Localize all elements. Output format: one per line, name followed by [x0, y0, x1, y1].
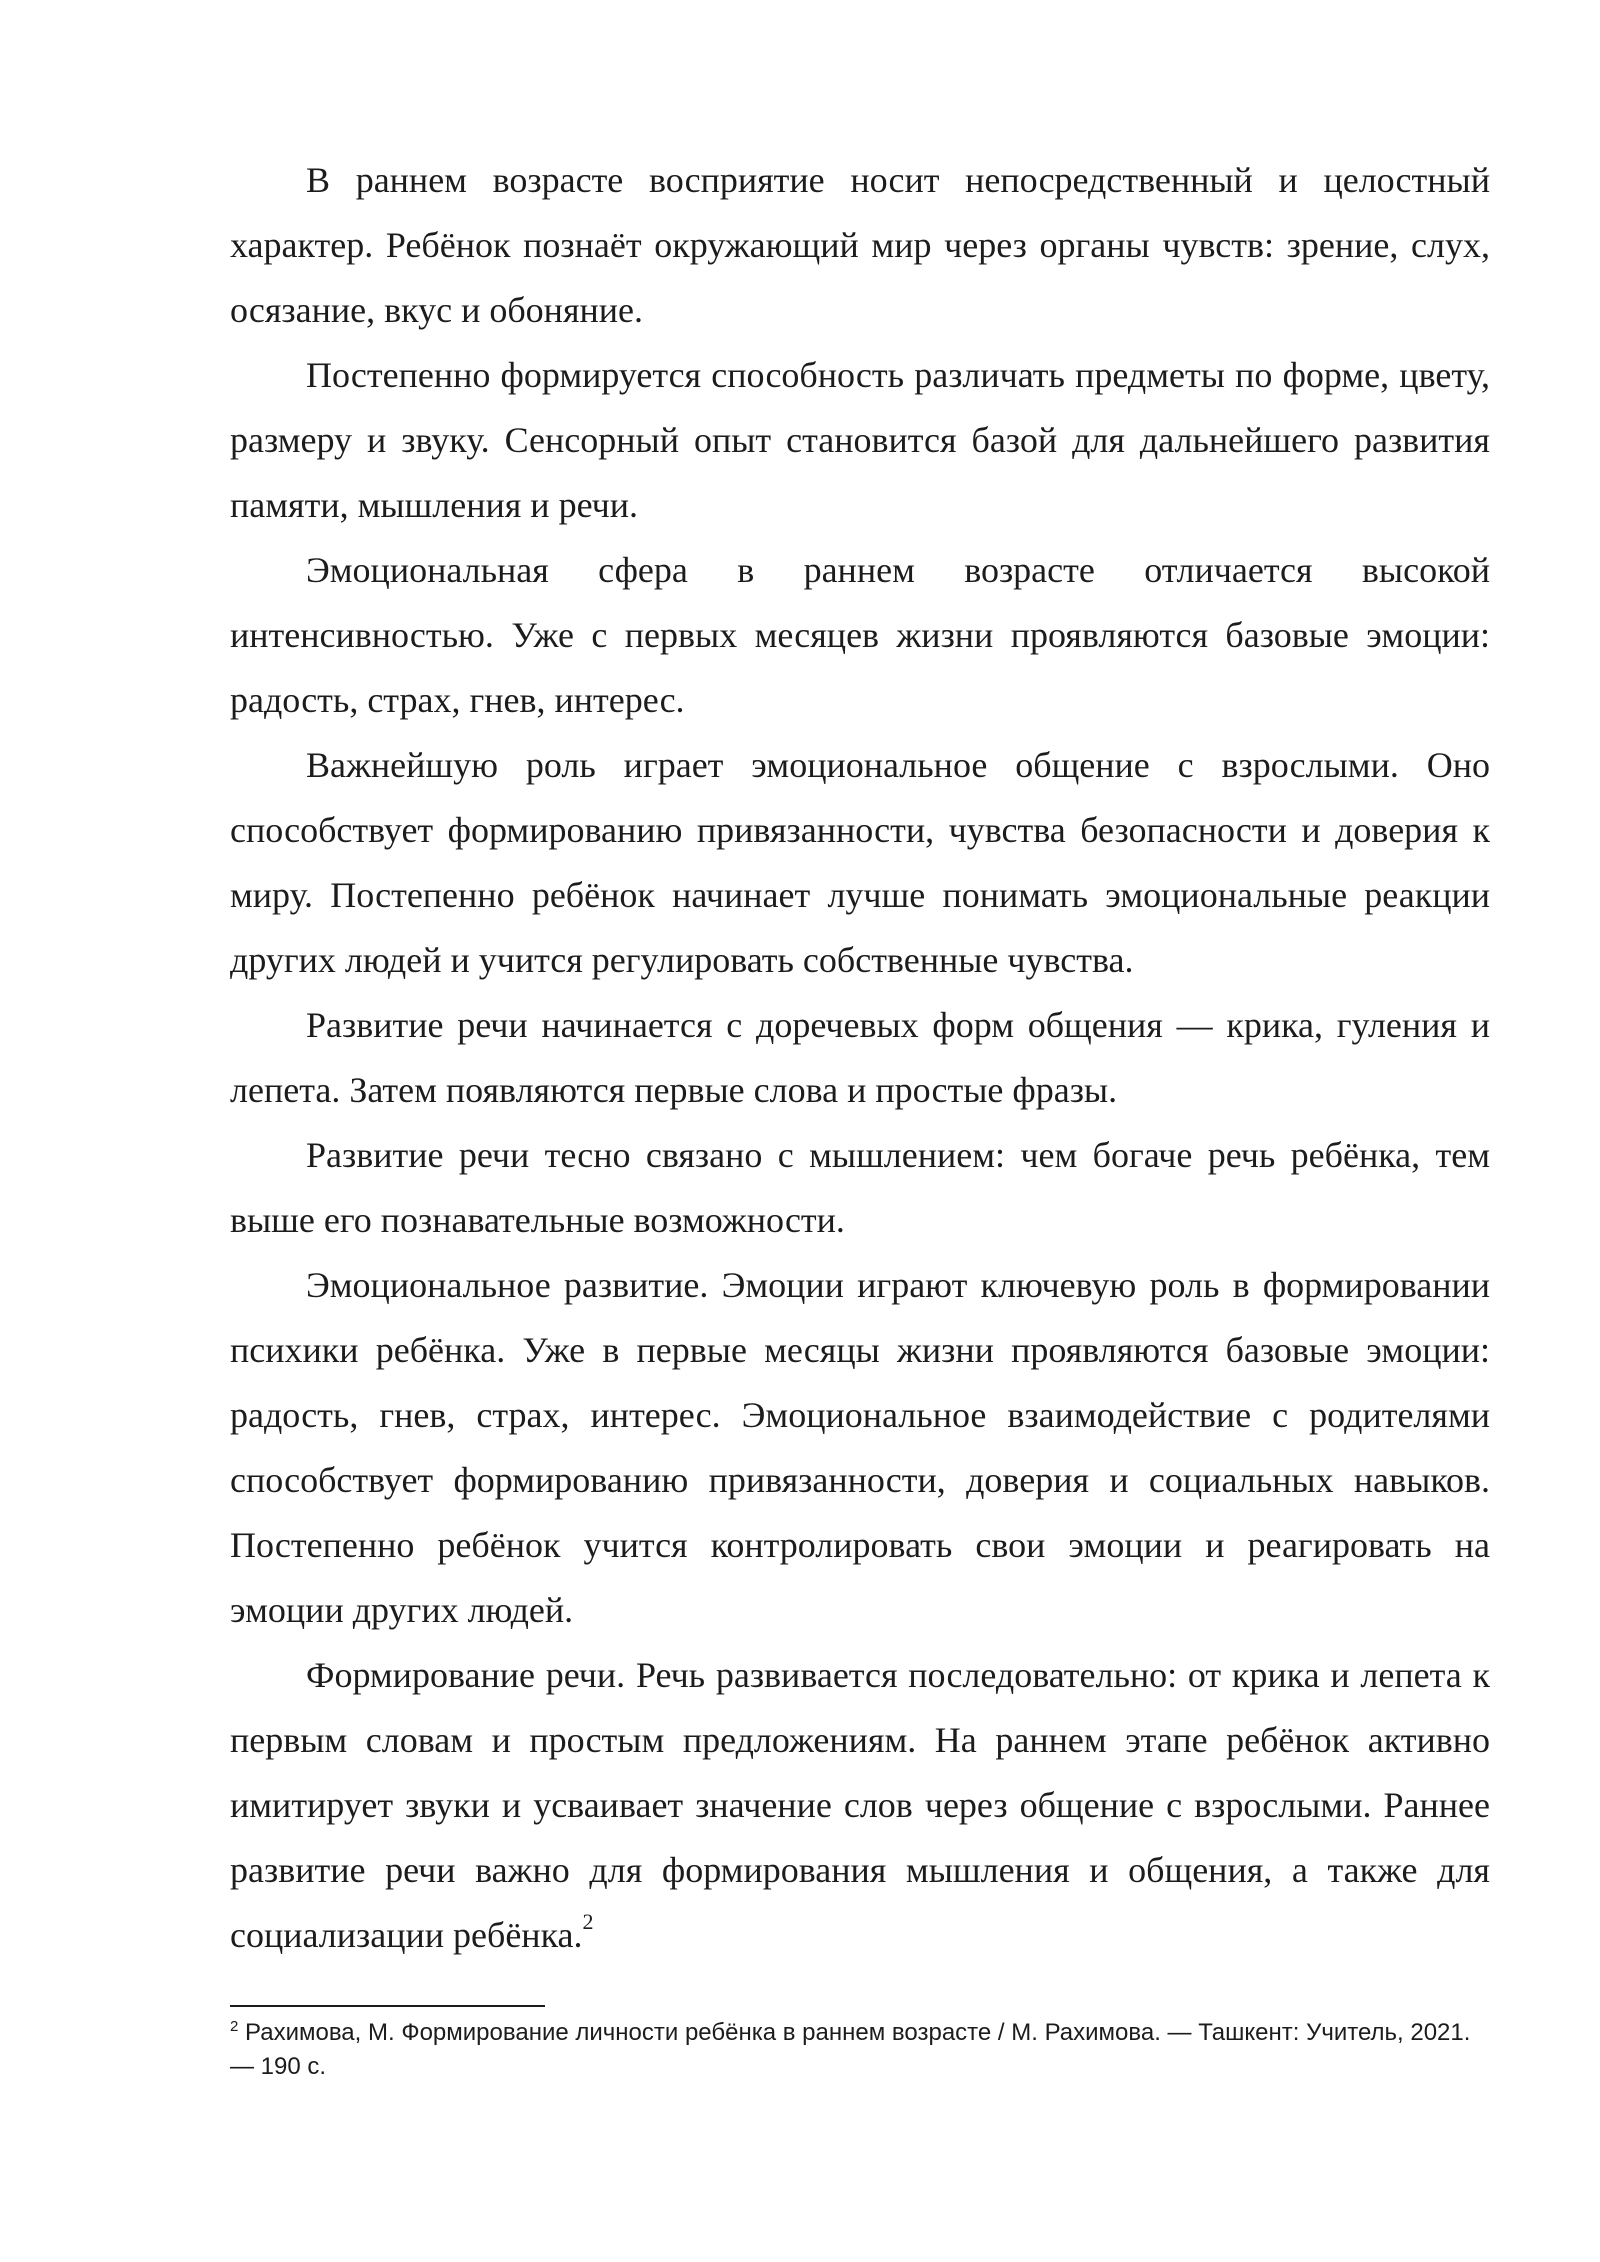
paragraph-prespeech-forms: Развитие речи начинается с доречевых форм общения — крика, гуления и лепета. Затем появляются первые слова и простые фразы.: [230, 1005, 1490, 1110]
footnote-marker: 2: [230, 2018, 239, 2035]
paragraph-emotional-sphere: Эмоциональная сфера в раннем возрасте отличается высокой интенсивностью. Уже с первых месяцев жизни проявляются базовые эмоции: радость, страх, гнев, интерес.: [230, 550, 1490, 720]
paragraph-emotional-development: Эмоциональное развитие. Эмоции играют ключевую роль в формировании психики ребёнка. Уже в первые месяцы жизни проявляются базовые эмоции: радость, гнев, страх, интерес. Эмоциональное взаимодействие с родителями способствует формированию привязанности, доверия и социальных навыков. Постепенно ребёнок учится контролировать свои эмоции и реагировать на эмоции других людей.: [230, 1265, 1490, 1630]
document-body: [230, 148, 1490, 1968]
paragraph-speech-formation-text: Формирование речи. Речь развивается последовательно: от крика и лепета к первым словам и простым предложениям. На раннем этапе ребёнок активно имитирует звуки и усваивает значение слов через общение с взрослыми. Раннее развитие речи важно для формирования мышления и общения, а также для социализации ребёнка.: [230, 1655, 1490, 1955]
footnote-text: Рахимова, М. Формирование личности ребёнка в раннем возрасте / М. Рахимова. — Ташкент: Учитель, 2021. — 190 с.: [230, 2019, 1471, 2080]
footnote-separator: [230, 2005, 545, 2007]
paragraph-speech-thinking: Развитие речи тесно связано с мышлением: чем богаче речь ребёнка, тем выше его познавательные возможности.: [230, 1135, 1490, 1240]
paragraph-perception: В раннем возрасте восприятие носит непосредственный и целостный характер. Ребёнок познаёт окружающий мир через органы чувств: зрение, слух, осязание, вкус и обоняние.: [230, 160, 1490, 330]
paragraph-speech-formation: [230, 1643, 1490, 1968]
footnote-reference[interactable]: 2: [582, 1909, 594, 1934]
footnote: [230, 2016, 1490, 2084]
paragraph-sensory-experience: Постепенно формируется способность различать предметы по форме, цвету, размеру и звуку. Сенсорный опыт становится базой для дальнейшего развития памяти, мышления и речи.: [230, 355, 1490, 525]
paragraph-emotional-communication: Важнейшую роль играет эмоциональное общение с взрослыми. Оно способствует формированию привязанности, чувства безопасности и доверия к миру. Постепенно ребёнок начинает лучше понимать эмоциональные реакции других людей и учится регулировать собственные чувства.: [230, 745, 1490, 980]
